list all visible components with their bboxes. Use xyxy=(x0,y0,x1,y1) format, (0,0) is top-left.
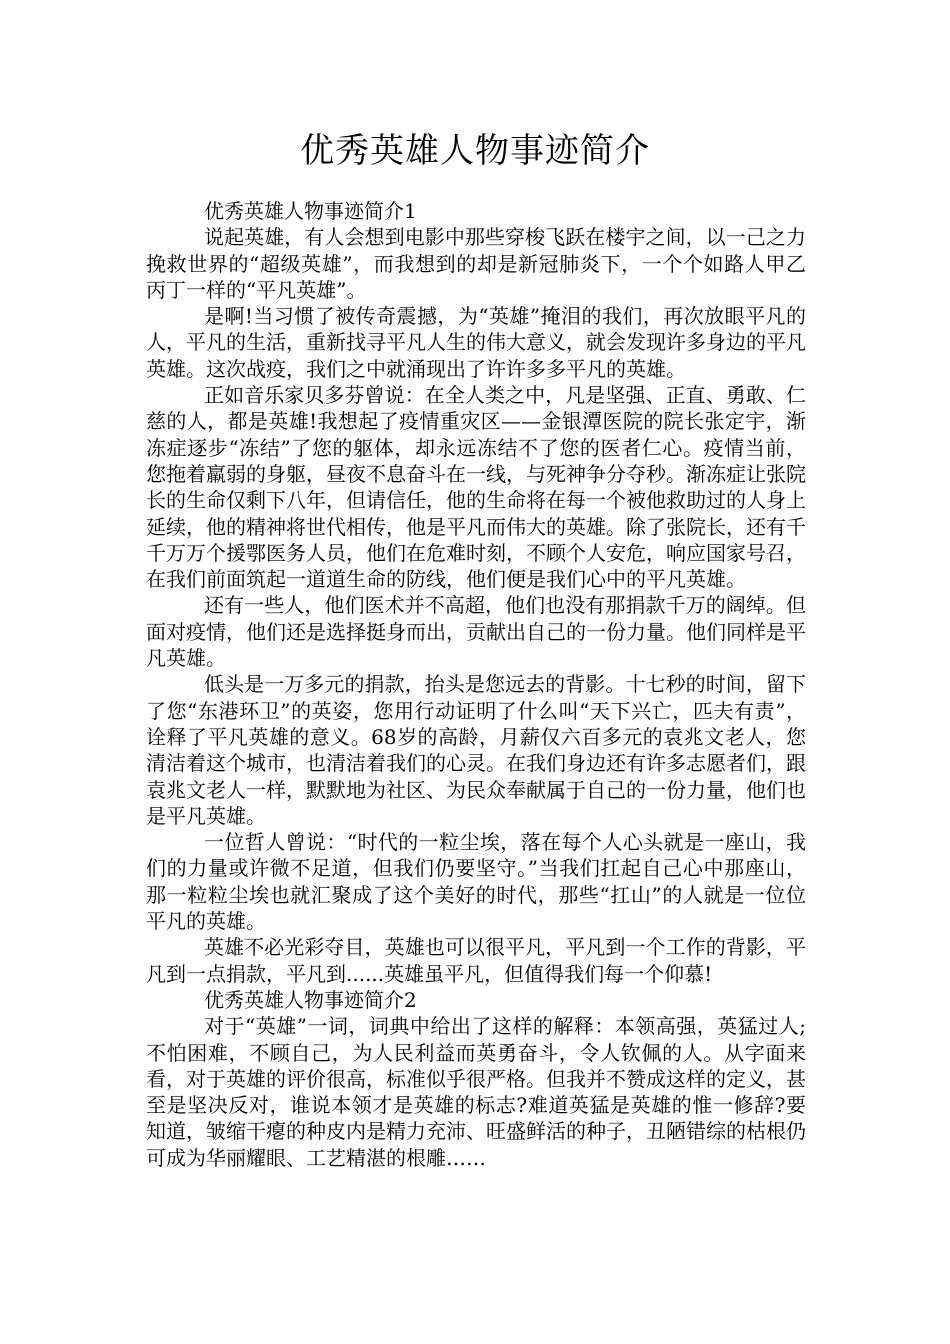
paragraph: 英雄不必光彩夺目，英雄也可以很平凡，平凡到一个工作的背影，平凡到一点捐款，平凡到......英雄虽平凡，但值得我们每一个仰慕! xyxy=(146,935,806,986)
document-title: 优秀英雄人物事迹简介 xyxy=(300,131,650,171)
section-heading-2: 优秀英雄人物事迹简介2 xyxy=(204,987,417,1012)
paragraph: 低头是一万多元的捐款，抬头是您远去的背影。十七秒的时间，留下了您“东港环卫”的英姿，您用行动证明了什么叫“天下兴亡，匹夫有责”，诠释了平凡英雄的意义。68岁的高龄，月薪仅六百多元的袁兆文老人，您清洁着这个城市，也清洁着我们的心灵。在我们身边还有许多志愿者们，跟袁兆文老人一样，默默地为社区、为民众奉献属于自己的一份力量，他们也是平凡英雄。 xyxy=(146,672,806,828)
paragraph: 是啊!当习惯了被传奇震撼，为“英雄”掩泪的我们，再次放眼平凡的人，平凡的生活，重新找寻平凡人生的伟大意义，就会发现许多身边的平凡英雄。这次战疫，我们之中就涌现出了许许多多平凡的英雄。 xyxy=(146,304,806,381)
section-heading-1: 优秀英雄人物事迹简介1 xyxy=(204,199,417,223)
paragraph: 对于“英雄”一词，词典中给出了这样的解释：本领高强，英猛过人;不怕困难，不顾自己，为人民利益而英勇奋斗，令人钦佩的人。从字面来看，对于英雄的评价很高，标准似乎很严格。但我并不赞成这样的定义，甚至是坚决反对，谁说本领才是英雄的标志?难道英猛是英雄的惟一修辞?要知道，皱缩干瘪的种皮内是精力充沛、旺盛鲜活的种子，丑陋错综的枯根仍可成为华丽耀眼、工艺精湛的根雕…… xyxy=(146,1014,806,1170)
paragraph: 正如音乐家贝多芬曾说：在全人类之中，凡是坚强、正直、勇敢、仁慈的人，都是英雄!我想起了疫情重灾区——金银潭医院的院长张定宇，渐冻症逐步“冻结”了您的躯体，却永远冻结不了您的医者仁心。疫情当前，您拖着羸弱的身躯，昼夜不息奋斗在一线，与死神争分夺秒。渐冻症让张院长的生命仅剩下八年，但请信任，他的生命将在每一个被他救助过的人身上延续，他的精神将世代相传，他是平凡而伟大的英雄。除了张院长，还有千千万万个援鄂医务人员，他们在危难时刻，不顾个人安危，响应国家号召，在我们前面筑起一道道生命的防线，他们便是我们心中的平凡英雄。 xyxy=(146,383,806,592)
paragraph: 一位哲人曾说：“时代的一粒尘埃，落在每个人心头就是一座山，我们的力量或许微不足道，但我们仍要坚守。”当我们扛起自己心中那座山，那一粒粒尘埃也就汇聚成了这个美好的时代，那些“扛山”的人就是一位位平凡的英雄。 xyxy=(146,830,806,934)
paragraph: 说起英雄，有人会想到电影中那些穿梭飞跃在楼宇之间，以一己之力挽救世界的“超级英雄”，而我想到的却是新冠肺炎下，一个个如路人甲乙丙丁一样的“平凡英雄”。 xyxy=(146,225,806,302)
paragraph: 还有一些人，他们医术并不高超，他们也没有那捐款千万的阔绰。但面对疫情，他们还是选择挺身而出，贡献出自己的一份力量。他们同样是平凡英雄。 xyxy=(146,593,806,671)
document-body xyxy=(146,198,806,1171)
